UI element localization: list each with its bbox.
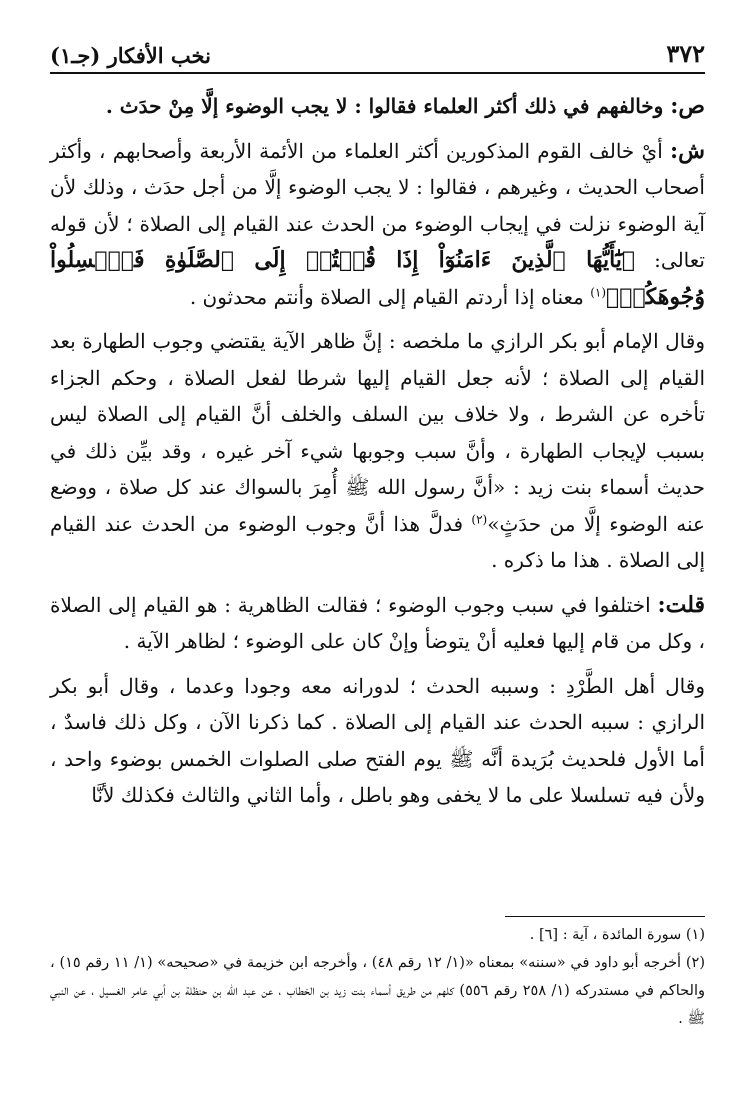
footnote-ref-1[interactable]: (١) <box>590 284 607 299</box>
paragraph-qultu <box>50 587 705 660</box>
footnote-divider <box>505 916 705 917</box>
tard-text: وقال أهل الطَّرْدِ : وسببه الحدث ؛ لدورانه معه وجودا وعدما ، وقال أبو بكر الرازي : سببه الحدث عند القيام إلى الصلاة . كما ذكرنا الآن ، وكل ذلك فاسدٌ ، أما الأول فلحديث بُرَيدة أنَّه ﷺ يوم الفتح صلى الصلوات الخمس بوضوء واحد ، ولأن فيه تسلسلا على ما لا يخفى وهو باطل ، وأما الثاني والثالث فكذلك لأنَّا <box>50 673 705 807</box>
qultu-text: اختلفوا في سبب وجوب الوضوء ؛ فقالت الظاهرية : هو القيام إلى الصلاة ، وكل من قام إليها فعليه أنْ يتوضأ وإنْ كان على الوضوء ؛ لظاهر الآية . <box>50 592 705 653</box>
footnote-2: (٢) أخرجه أبو داود في «سننه» بمعناه «(١/ ١٢ رقم ٤٨) ، وأخرجه ابن خزيمة في «صحيحه» (١/ ١١ رقم ١٥) ، والحاكم في مستدركه (١/ ٢٥٨ رقم ٥٥٦) كلهم من طريق أسماء بنت زيد بن الخطاب ، عن عبد الله بن حنظلة بن أبي عامر الغسيل ، عن النبي ﷺ . <box>50 955 706 1027</box>
sharh-text-after: معناه إذا أردتم القيام إلى الصلاة وأنتم محدثون . <box>189 284 591 309</box>
razi-text-before: وقال الإمام أبو بكر الرازي ما ملخصه : إنَّ ظاهر الآية يقتضي وجوب الطهارة بعد القيام إلى الصلاة ؛ لأنه جعل القيام إليها شرطا لفعل الصلاة ، وحكم الجزاء تأخره عن الشرط ، ولا خلاف بين السلف والخلف أنَّ القيام إلى الصلاة ليس بسبب لإيجاب الطهارة ، وأنَّ سبب وجوبها شيء آخر غيره ، وقد بيِّن ذلك في حديث أسماء بنت زيد : «أنَّ رسول الله ﷺ أُمِرَ بالسواك عند كل صلاة ، ووضع عنه الوضوء إلَّا من حدَثٍ» <box>50 329 706 536</box>
page-number: ٣٧٢ <box>666 39 705 68</box>
paragraph-matn <box>50 88 705 125</box>
footnote-ref-2[interactable]: (٢) <box>471 511 488 526</box>
footnotes <box>50 916 705 1033</box>
paragraph-razi <box>50 323 705 579</box>
sharh-text-before: أيْ خالف القوم المذكورين أكثر العلماء من الأئمة الأربعة وأصحابهم ، وأكثر أصحاب الحديث ، وغيرهم ، فقالوا : لا يجب الوضوء إلَّا من أجل حدَث ، وذلك لأن آية الوضوء نزلت في إيجاب الوضوء من الحدث عند القيام إلى الصلاة ؛ لأن قوله تعالى: <box>50 138 705 272</box>
matn-text: وخالفهم في ذلك أكثر العلماء فقالوا : لا يجب الوضوء إلَّا مِنْ حدَث . <box>105 94 671 118</box>
footnote-1: (١) سورة المائدة ، آية : [٦] . <box>529 927 705 943</box>
paragraph-tard <box>50 668 705 814</box>
razi-text-after: فدلَّ هذا أنَّ وجوب الوضوء من الحدث عند القيام إلى الصلاة . هذا ما ذكره . <box>50 511 705 572</box>
paragraph-sharh <box>50 133 705 316</box>
quran-verse: ﴿يَٰٓأَيُّهَا ٱلَّذِينَ ءَامَنُوٓاْ إِذَا قُمۡتُمۡ إِلَى ٱلصَّلَوٰةِ فَٱغۡسِلُواْ وُجُوهَكُمۡ﴾ <box>50 247 705 310</box>
page-header <box>50 28 705 74</box>
qultu-marker: قلت: <box>657 591 705 618</box>
running-title: نخب الأفكار (جـ١) <box>50 43 211 68</box>
matn-marker: ص: <box>670 93 705 119</box>
sharh-marker: ش: <box>670 137 705 164</box>
